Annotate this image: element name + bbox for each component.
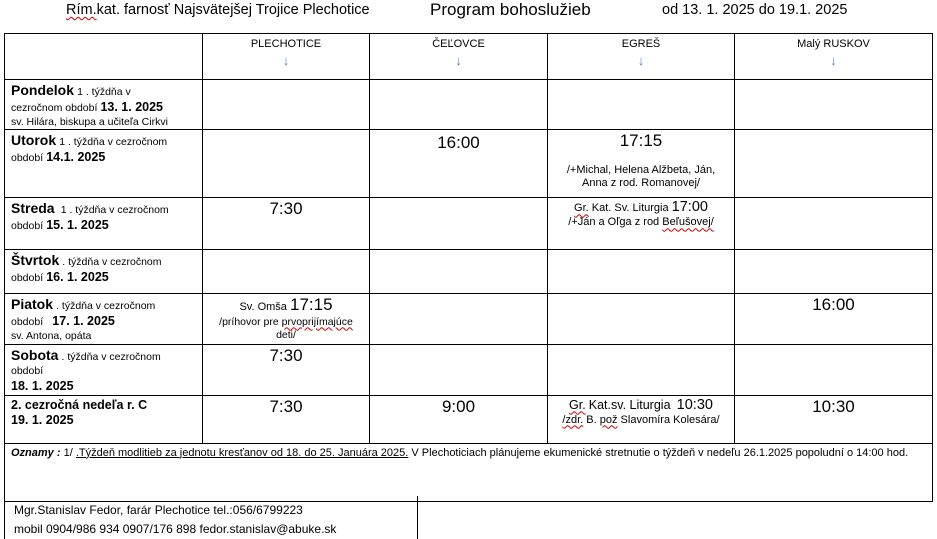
cell-nedela-egres xyxy=(548,395,735,443)
day-name: 2. cezročná nedeľa r. C xyxy=(11,397,148,412)
arrow-down-icon: ↓ xyxy=(282,52,290,68)
table-row xyxy=(5,395,933,443)
column-label: PLECHOTICE xyxy=(250,38,322,50)
empty-cell xyxy=(548,294,735,345)
day-date: 16. 1. 2025 xyxy=(46,270,109,284)
mass-note: deti/ xyxy=(276,328,296,341)
column-header-maly-ruskov xyxy=(735,34,933,80)
table-row xyxy=(5,294,933,345)
day-note: období xyxy=(11,272,44,284)
day-cell-utorok xyxy=(5,130,203,198)
empty-cell xyxy=(203,250,370,294)
mass-intention-name: Beľušovej/ xyxy=(662,216,714,229)
mass-time: 17:15 xyxy=(290,295,333,315)
mass-intention: /+Ján a Oľga z rod xyxy=(568,216,660,229)
cell-utorok-egres xyxy=(548,130,735,198)
mass-time: 7:30 xyxy=(269,199,303,219)
mass-time: 16:00 xyxy=(812,295,855,315)
empty-cell xyxy=(370,250,548,294)
cell-nedela-ruskov xyxy=(735,395,933,443)
empty-cell xyxy=(203,130,370,198)
announcement-number: 1/ xyxy=(63,446,73,459)
day-note: . týždňa v cezročnom xyxy=(61,351,161,364)
day-note: 1 . týždňa v xyxy=(77,86,131,98)
day-note: . týždňa v cezročnom xyxy=(56,300,156,313)
liturgy-label: Kat. Sv. Liturgia xyxy=(591,202,669,215)
day-cell-nedela xyxy=(5,395,203,443)
day-date: 13. 1. 2025 xyxy=(100,99,164,114)
mass-intention: /+Michal, Helena Alžbeta, Ján, xyxy=(566,163,716,176)
day-name: Sobota xyxy=(11,347,59,364)
corner-cell xyxy=(5,34,203,80)
empty-cell xyxy=(548,250,735,294)
day-date: 15. 1. 2025 xyxy=(46,218,109,232)
day-cell-sobota xyxy=(5,345,203,395)
day-date: 19. 1. 2025 xyxy=(11,413,74,428)
parish-name-rest: kat. farnosť Najsvätejšej Trojice Plechotice xyxy=(96,2,370,18)
day-name: Štvrtok xyxy=(11,252,60,269)
mass-note: prvoprijímajúce xyxy=(281,315,353,328)
mass-time: 7:30 xyxy=(269,396,303,416)
arrow-down-icon: ↓ xyxy=(455,52,462,68)
column-header-egres xyxy=(548,34,735,80)
day-note: období xyxy=(11,152,44,164)
mass-note: pož xyxy=(599,413,618,426)
table-row xyxy=(5,250,933,294)
contact-footer xyxy=(4,496,418,539)
announcement-text: V Plechoticiach plánujeme ekumenické stretnutie o týždeň v nedeľu 26.1.2025 popoludní o 14:00 hod. xyxy=(411,446,909,459)
day-note: . týždňa v cezročnom xyxy=(62,256,162,269)
cell-streda-egres xyxy=(548,198,735,250)
empty-cell xyxy=(370,80,548,130)
schedule-table xyxy=(4,33,933,502)
mass-time: 7:30 xyxy=(269,346,303,366)
cell-streda-plechotice xyxy=(203,198,370,250)
column-header-celovce xyxy=(370,34,548,80)
day-date: 17. 1. 2025 xyxy=(52,314,115,328)
column-header-plechotice xyxy=(203,34,370,80)
day-note: cezročnom období xyxy=(11,101,98,114)
date-range: od 13. 1. 2025 do 19.1. 2025 xyxy=(662,2,848,18)
table-row xyxy=(5,130,933,198)
mass-note: B. xyxy=(586,413,597,426)
empty-cell xyxy=(548,345,735,395)
column-label: ČEĽOVCE xyxy=(432,38,485,50)
document-title: Program bohoslužieb xyxy=(430,0,591,19)
table-row xyxy=(5,80,933,130)
day-name: Streda xyxy=(11,200,55,217)
cell-utorok-celovce xyxy=(370,130,548,198)
table-header-row xyxy=(5,34,933,80)
mass-time: 17:15 xyxy=(619,131,663,151)
empty-cell xyxy=(735,345,933,395)
empty-cell xyxy=(370,345,548,395)
empty-cell xyxy=(370,294,548,345)
day-cell-piatok xyxy=(5,294,203,345)
cell-piatok-ruskov xyxy=(735,294,933,345)
day-name: Pondelok xyxy=(11,82,75,98)
empty-cell xyxy=(735,130,933,198)
mass-note: Slavomíra Kolesára/ xyxy=(620,413,720,426)
cell-nedela-plechotice xyxy=(203,395,370,443)
column-label: Malý RUSKOV xyxy=(797,38,870,50)
empty-cell xyxy=(370,198,548,250)
day-note: 1 . týždňa v cezročnom xyxy=(59,136,168,149)
day-note: období xyxy=(11,365,44,377)
table-row xyxy=(5,345,933,395)
cell-sobota-plechotice xyxy=(203,345,370,395)
mass-label: Sv. Omša xyxy=(239,301,287,314)
day-note: 1 . týždňa v cezročnom xyxy=(60,204,169,217)
table-row xyxy=(5,198,933,250)
empty-cell xyxy=(735,80,933,130)
day-saint: sv. Antona, opáta xyxy=(11,329,92,342)
mass-time: 10:30 xyxy=(676,396,713,413)
empty-cell xyxy=(735,198,933,250)
mass-intention: Anna z rod. Romanovej/ xyxy=(581,177,700,190)
empty-cell xyxy=(735,250,933,294)
liturgy-label: Kat.sv. Liturgia xyxy=(588,397,671,412)
mass-time: 16:00 xyxy=(437,133,480,153)
document-header xyxy=(0,0,937,30)
mass-note: /zdr. xyxy=(562,413,584,426)
mass-note: /príhovor pre xyxy=(219,315,279,328)
day-note: období xyxy=(11,316,44,328)
contact-line: mobil 0904/986 934 0907/176 898 fedor.stanislav@abuke.sk xyxy=(14,522,337,536)
day-saint: sv. Hilára, biskupa a učiteľa Cirkvi xyxy=(11,115,168,128)
announcements-label: Oznamy : xyxy=(11,446,61,459)
contact-line: Mgr.Stanislav Fedor, farár Plechotice tel.:056/6799223 xyxy=(14,503,303,517)
day-date: 18. 1. 2025 xyxy=(11,378,74,393)
day-cell-pondelok xyxy=(5,80,203,130)
mass-time: 9:00 xyxy=(441,396,476,416)
column-label: EGREŠ xyxy=(621,38,661,50)
parish-abbr: Rím. xyxy=(66,2,97,18)
notes-row xyxy=(5,443,933,501)
arrow-down-icon: ↓ xyxy=(637,52,645,68)
announcements xyxy=(5,443,933,501)
day-cell-stvrtok xyxy=(5,250,203,294)
arrow-down-icon: ↓ xyxy=(830,52,837,68)
day-note: období xyxy=(11,220,44,232)
day-name: Piatok xyxy=(11,296,54,313)
cell-piatok-plechotice xyxy=(203,294,370,345)
mass-time: 17:00 xyxy=(671,199,708,216)
day-name: Utorok xyxy=(11,132,57,149)
empty-cell xyxy=(203,80,370,130)
announcement-highlight: .Týždeň modlitieb za jednotu kresťanov od 18. do 25. Januára 2025. xyxy=(75,446,409,459)
liturgy-abbr: Gr. xyxy=(574,202,589,215)
mass-time: 10:30 xyxy=(812,396,855,416)
day-date: 14.1. 2025 xyxy=(46,150,106,164)
cell-nedela-celovce xyxy=(370,395,548,443)
liturgy-abbr: Gr. xyxy=(569,397,586,412)
empty-cell xyxy=(548,80,735,130)
parish-name xyxy=(66,2,370,18)
day-cell-streda xyxy=(5,198,203,250)
